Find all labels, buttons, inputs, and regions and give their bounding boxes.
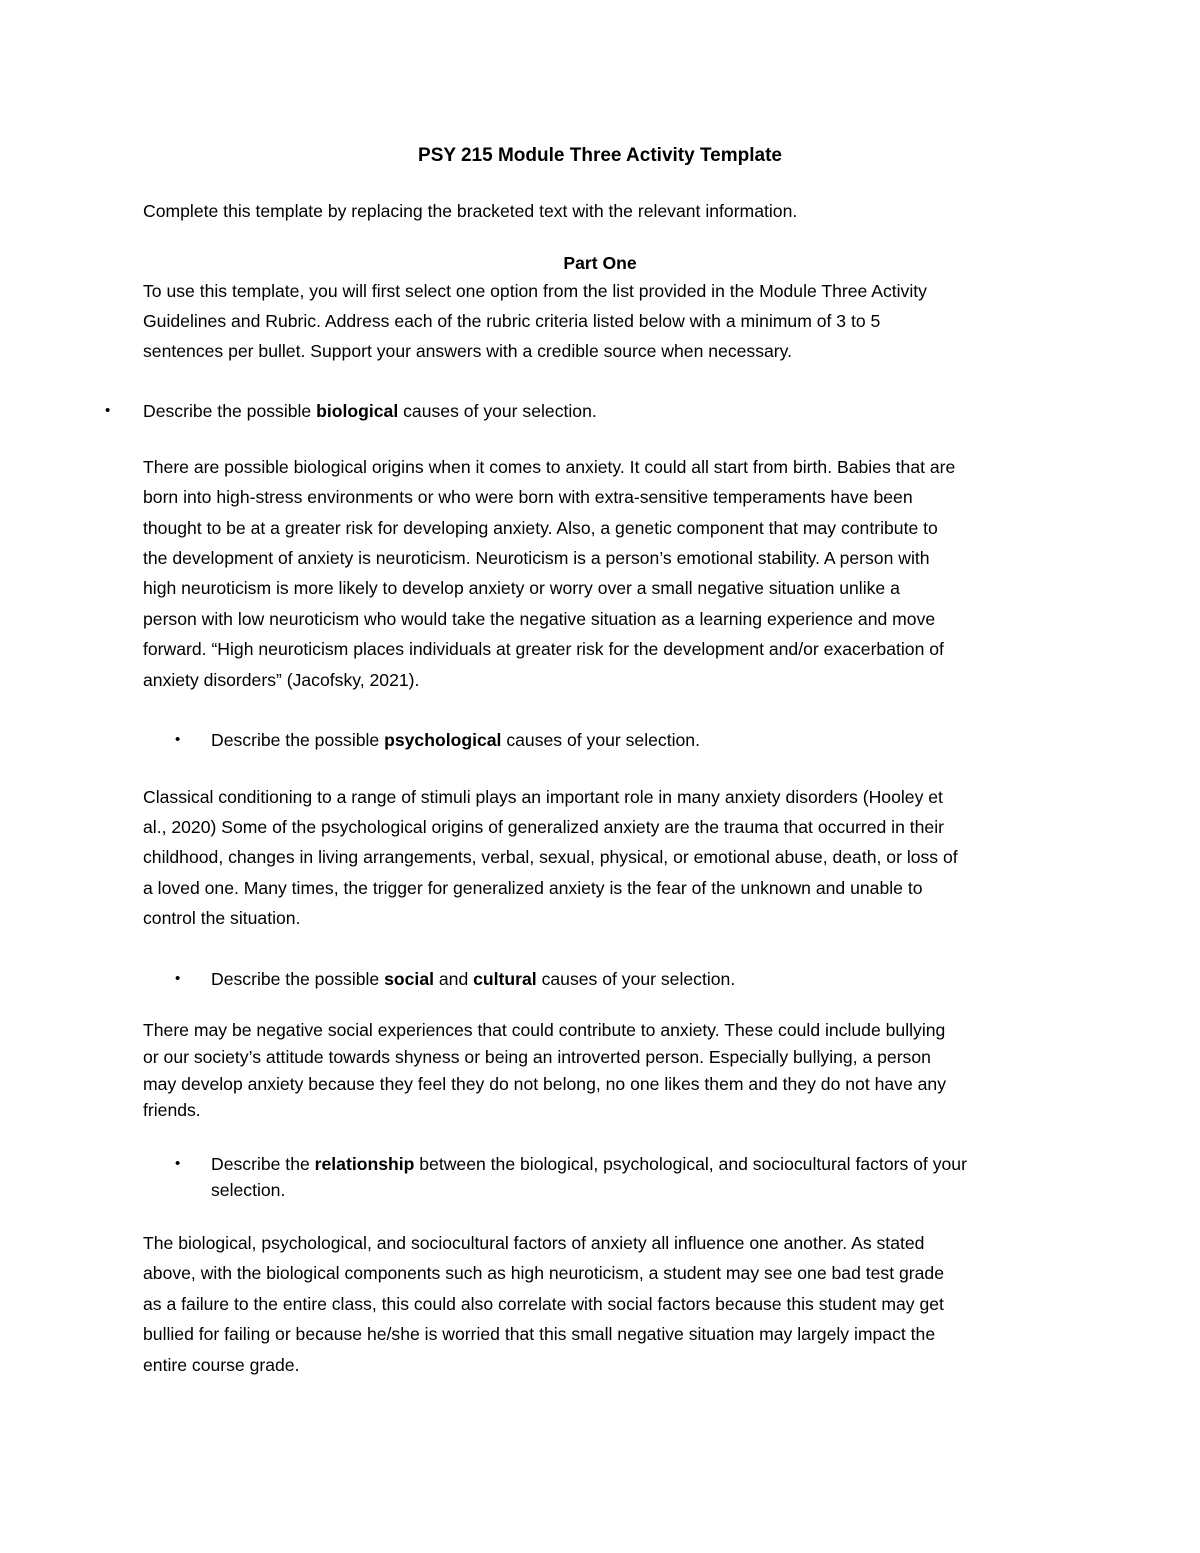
intro-line: Guidelines and Rubric. Address each of the rubric criteria listed below with a minimum of 3 to 5 (143, 311, 881, 331)
answer-line: There are possible biological origins when it comes to anxiety. It could all start from birth. Babies that are (143, 457, 956, 477)
intro-line: sentences per bullet. Support your answers with a credible source when necessary. (143, 341, 793, 361)
answer-line: entire course grade. (143, 1355, 300, 1375)
prompt-text: Describe the relationship between the biological, psychological, and sociocultural factors of your (211, 1154, 967, 1174)
bullet-icon: • (175, 1155, 181, 1172)
prompt-text: Describe the possible social and cultural causes of your selection. (211, 969, 736, 989)
answer-line: born into high-stress environments or who were born with extra-sensitive temperaments have been (143, 487, 913, 507)
answer-line: or our society’s attitude towards shyness or being an introverted person. Especially bullying, a person (143, 1047, 931, 1067)
answer-line: as a failure to the entire class, this could also correlate with social factors because this student may get (143, 1294, 944, 1314)
answer-line: control the situation. (143, 908, 301, 928)
answer-line: childhood, changes in living arrangements, verbal, sexual, physical, or emotional abuse, death, or loss of (143, 847, 958, 867)
answer-line: high neuroticism is more likely to develop anxiety or worry over a small negative situation unlike a (143, 578, 900, 598)
answer-line: friends. (143, 1100, 201, 1120)
instruction-text: Complete this template by replacing the bracketed text with the relevant information. (143, 201, 798, 221)
answer-line: There may be negative social experiences that could contribute to anxiety. These could include bullying (143, 1020, 946, 1040)
intro-line: To use this template, you will first select one option from the list provided in the Module Three Activity (143, 281, 927, 301)
prompt-text-continued: selection. (211, 1180, 286, 1200)
answer-line: person with low neuroticism who would take the negative situation as a learning experience and move (143, 609, 936, 629)
bullet-icon: • (105, 402, 111, 419)
bullet-icon: • (175, 970, 181, 987)
answer-line: bullied for failing or because he/she is worried that this small negative situation may largely impact the (143, 1324, 936, 1344)
answer-line: may develop anxiety because they feel they do not belong, no one likes them and they do not have any (143, 1074, 947, 1094)
bullet-icon: • (175, 731, 181, 748)
answer-line: forward. “High neuroticism places individuals at greater risk for the development and/or exacerbation of (143, 639, 944, 659)
answer-line: thought to be at a greater risk for developing anxiety. Also, a genetic component that may contribute to (143, 518, 938, 538)
prompt-text: Describe the possible psychological causes of your selection. (211, 730, 700, 750)
prompt-text: Describe the possible biological causes of your selection. (143, 401, 597, 421)
answer-line: The biological, psychological, and sociocultural factors of anxiety all influence one another. As stated (143, 1233, 925, 1253)
answer-line: a loved one. Many times, the trigger for generalized anxiety is the fear of the unknown and unable to (143, 878, 923, 898)
answer-line: the development of anxiety is neuroticism. Neuroticism is a person’s emotional stability. A person with (143, 548, 930, 568)
answer-line: above, with the biological components such as high neuroticism, a student may see one bad test grade (143, 1263, 944, 1283)
document-title: PSY 215 Module Three Activity Template (418, 145, 782, 166)
answer-line: anxiety disorders” (Jacofsky, 2021). (143, 670, 420, 690)
part-heading: Part One (563, 253, 637, 273)
answer-line: Classical conditioning to a range of stimuli plays an important role in many anxiety disorders (Hooley et (143, 787, 943, 807)
answer-line: al., 2020) Some of the psychological origins of generalized anxiety are the trauma that occurred in their (143, 817, 944, 837)
